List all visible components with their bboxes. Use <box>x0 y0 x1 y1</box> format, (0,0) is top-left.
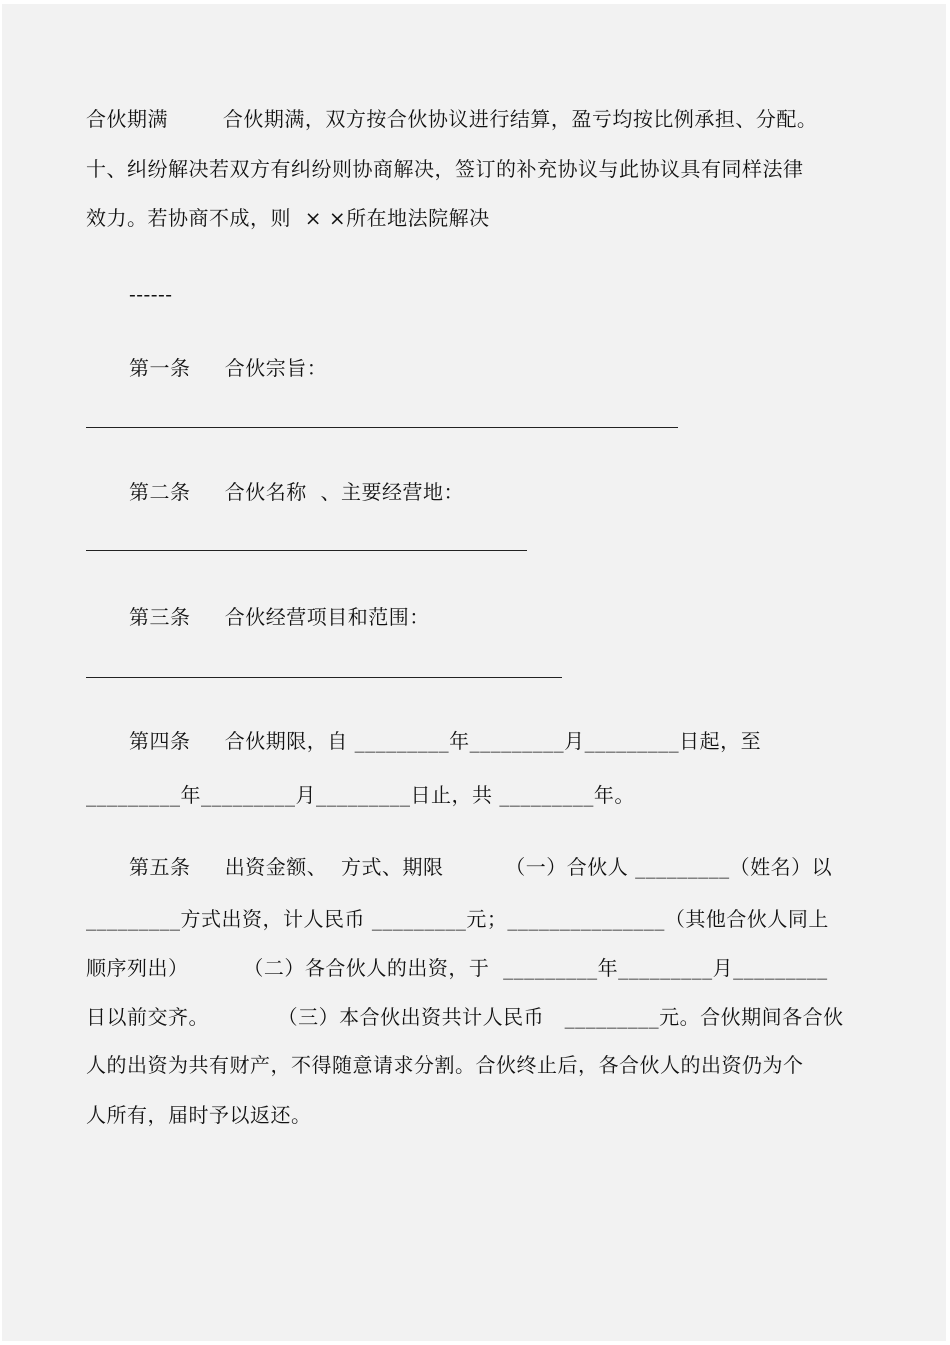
article-5-line-1: 第五条 出资金额、 方式、期限 （一）合伙人 _________（姓名）以 <box>129 855 833 879</box>
article-5-line-5: 人的出资为共有财产，不得随意请求分割。合伙终止后，各合伙人的出资仍为个 <box>86 1053 804 1077</box>
article-2-heading: 第二条 合伙名称 、主要经营地： <box>129 480 465 504</box>
article-4-line-1: 第四条 合伙期限，自 _________年_________月_________日起，至 <box>129 729 762 753</box>
article-3-blank-line <box>86 677 562 678</box>
article-2-blank-line <box>86 550 527 551</box>
text-line-court-clause: 效力。若协商不成，则 × ×所在地法院解决 <box>86 206 490 230</box>
article-5-line-6: 人所有，届时予以返还。 <box>86 1103 312 1127</box>
article-3-heading: 第三条 合伙经营项目和范围： <box>129 605 430 629</box>
article-4-line-2: _________年_________月_________日止，共 _________年。 <box>86 783 635 807</box>
article-1-blank-line <box>86 427 678 428</box>
text-line-partnership-expiry: 合伙期满 合伙期满，双方按合伙协议进行结算，盈亏均按比例承担、分配。 <box>86 107 818 131</box>
article-5-line-3: 顺序列出） （二）各合伙人的出资，于 _________年_________月_________ <box>86 956 828 980</box>
article-5-line-4: 日以前交齐。 （三）本合伙出资共计人民币 _________元。合伙期间各合伙 <box>86 1005 844 1029</box>
text-line-dispute-resolution: 十、纠纷解决若双方有纠纷则协商解决，签订的补充协议与此协议具有同样法律 <box>86 157 804 181</box>
article-1-heading: 第一条 合伙宗旨： <box>129 356 328 380</box>
document-page <box>2 4 946 1341</box>
article-5-line-2: _________方式出资，计人民币 _________元；_______________（其他合伙人同上 <box>86 907 829 931</box>
section-separator: ------ <box>129 282 173 306</box>
